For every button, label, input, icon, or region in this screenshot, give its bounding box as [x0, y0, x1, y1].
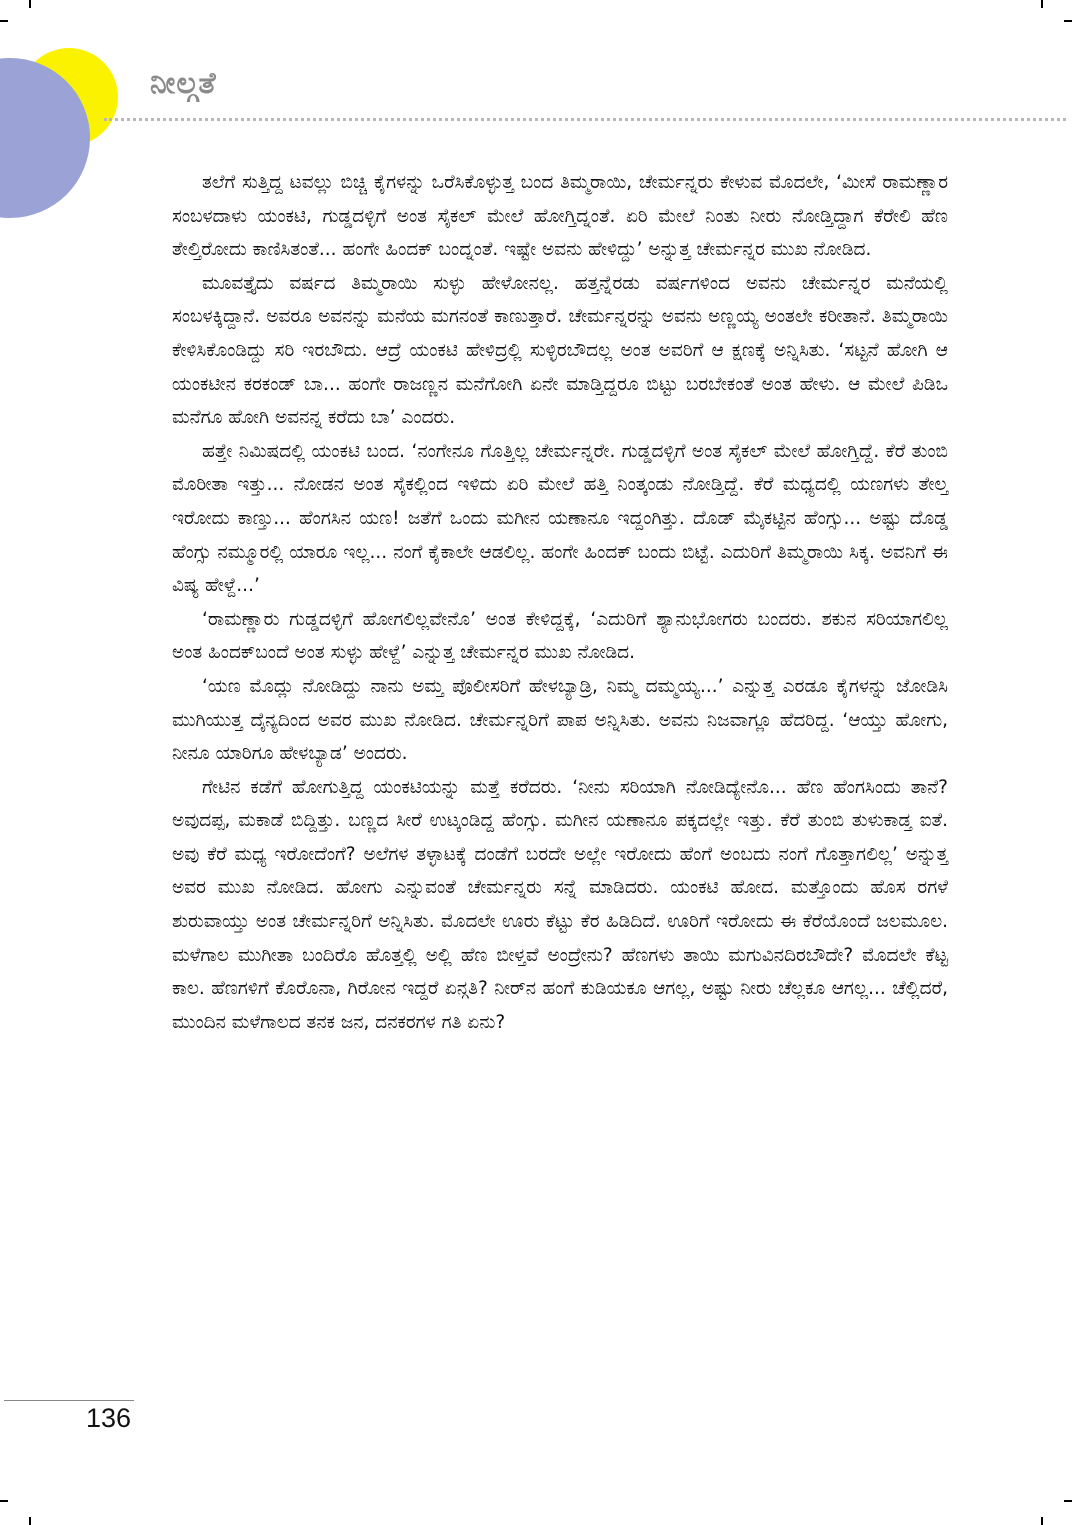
crop-mark [1064, 1500, 1072, 1502]
crop-mark [29, 0, 31, 8]
crop-mark [1041, 0, 1043, 8]
paragraph: ‘ರಾಮಣ್ಣಾರು ಗುಡ್ಡದಳ್ಳಿಗೆ ಹೋಗಲಿಲ್ಲವೇನೊ’ ಅಂತ ಕೇಳಿದ್ದಕ್ಕೆ, ‘ಎದುರಿಗೆ ಶ್ಯಾನುಭೋಗರು ಬಂದರು. ಶಕುನ ಸರಿಯಾಗಲಿಲ್ಲ ಅಂತ ಹಿಂದಕ್‌ಬಂದೆ ಅಂತ ಸುಳ್ಳು ಹೇಳ್ದೆ’ ಎನ್ನುತ್ತ ಚೇರ್ಮನ್ನರ ಮುಖ ನೋಡಿದ. [172, 608, 948, 664]
paragraph: ತಲೆಗೆ ಸುತ್ತಿದ್ದ ಟವಲ್ಲು ಬಿಚ್ಚಿ ಕೈಗಳನ್ನು ಒರೆಸಿಕೊಳ್ಳುತ್ತ ಬಂದ ತಿಮ್ಮರಾಯಿ, ಚೇರ್ಮನ್ನರು ಕೇಳುವ ಮೊದಲೇ, ‘ಮೀಸೆ ರಾಮಣ್ಣಾರ ಸಂಬಳದಾಳು ಯಂಕಟಿ, ಗುಡ್ಡದಳ್ಳಿಗೆ ಅಂತ ಸೈಕಲ್ ಮೇಲೆ ಹೋಗ್ತಿದ್ನಂತೆ. ಏರಿ ಮೇಲೆ ನಿಂತು ನೀರು ನೋಡ್ತಿದ್ದಾಗ ಕೆರೇಲಿ ಹೆಣ ತೇಲ್ತಿರೋದು ಕಾಣಿಸಿತಂತೆ... ಹಂಗೇ ಹಿಂದಕ್ ಬಂದ್ನಂತೆ. ಇಷ್ಟೇ ಅವನು ಹೇಳಿದ್ದು’ ಅನ್ನುತ್ತ ಚೇರ್ಮನ್ನರ ಮುಖ ನೋಡಿದ. [172, 172, 948, 261]
crop-mark [29, 1517, 31, 1525]
paragraph: ಗೇಟಿನ ಕಡೆಗೆ ಹೋಗುತ್ತಿದ್ದ ಯಂಕಟಿಯನ್ನು ಮತ್ತೆ ಕರೆದರು. ‘ನೀನು ಸರಿಯಾಗಿ ನೋಡಿದ್ಯೇನೊ... ಹೆಣ ಹೆಂಗಸಿಂದು ತಾನೆ? ಅವುದಪ್ಪ, ಮಕಾಡೆ ಬಿದ್ದಿತ್ತು. ಬಣ್ಣದ ಸೀರೆ ಉಟ್ಕಂಡಿದ್ದ ಹೆಂಗ್ಸು. ಮಗೀನ ಯಣಾನೂ ಪಕ್ಕದಲ್ಲೇ ಇತ್ತು. ಕೆರೆ ತುಂಬಿ ತುಳುಕಾಡ್ತ ಐತೆ. ಅವು ಕೆರೆ ಮಧ್ಯ ಇರೋದೆಂಗೆ? ಅಲೆಗಳ ತಳ್ಳಾಟಕ್ಕೆ ದಂಡೆಗೆ ಬರದೇ ಅಲ್ಲೇ ಇರೋದು ಹೆಂಗೆ ಅಂಬದು ನಂಗೆ ಗೊತ್ತಾಗಲಿಲ್ಲ’ ಅನ್ನುತ್ತ ಅವರ ಮುಖ ನೋಡಿದ. ಹೋಗು ಎನ್ನುವಂತೆ ಚೇರ್ಮನ್ನರು ಸನ್ನೆ ಮಾಡಿದರು. ಯಂಕಟಿ ಹೋದ. ಮತ್ತೊಂದು ಹೊಸ ರಗಳೆ ಶುರುವಾಯ್ತು ಅಂತ ಚೇರ್ಮನ್ನರಿಗೆ ಅನ್ನಿಸಿತು. ಮೊದಲೇ ಊರು ಕೆಟ್ಟು ಕೆರ ಹಿಡಿದಿದೆ. ಊರಿಗೆ ಇರೋದು ಈ ಕೆರೆಯೊಂದೆ ಜಲಮೂಲ. ಮಳೆಗಾಲ ಮುಗೀತಾ ಬಂದಿರೊ ಹೊತ್ತಲ್ಲಿ ಅಲ್ಲಿ ಹೆಣ ಬೀಳ್ತವೆ ಅಂದ್ರೇನು? ಹೆಣಗಳು ತಾಯಿ ಮಗುವಿನದಿರಬೌದೇ? ಮೊದಲೇ ಕೆಟ್ಟ ಕಾಲ. ಹೆಣಗಳಿಗೆ ಕೊರೊನಾ, ಗಿರೋನ ಇದ್ದರೆ ಏನ್ಗತಿ? ನೀರ್‌ನ ಹಂಗೆ ಕುಡಿಯಕೂ ಆಗಲ್ಲ, ಅಷ್ಟು ನೀರು ಚೆಲ್ಲಕೂ ಆಗಲ್ಲ... ಚೆಲ್ಲಿದರೆ, ಮುಂದಿನ ಮಳೆಗಾಲದ ತನಕ ಜನ, ದನಕರಗಳ ಗತಿ ಏನು? [172, 776, 948, 1033]
running-header-title: ನೀಲ್ಗತೆ [150, 66, 217, 101]
paragraph: ‘ಯಣ ಮೊದ್ಲು ನೋಡಿದ್ದು ನಾನು ಅಮ್ತ ಪೊಲೀಸರಿಗೆ ಹೇಳಬ್ಯಾಡ್ರಿ, ನಿಮ್ಮ ದಮ್ಮಯ್ಯ...’ ಎನ್ನುತ್ತ ಎರಡೂ ಕೈಗಳನ್ನು ಜೋಡಿಸಿ ಮುಗಿಯುತ್ತ ದೈನ್ಯದಿಂದ ಅವರ ಮುಖ ನೋಡಿದ. ಚೇರ್ಮನ್ನರಿಗೆ ಪಾಪ ಅನ್ನಿಸಿತು. ಅವನು ನಿಜವಾಗ್ಲೂ ಹೆದರಿದ್ದ. ‘ಆಯ್ತು ಹೋಗು, ನೀನೂ ಯಾರಿಗೂ ಹೇಳಬ್ಯಾಡ’ ಅಂದರು. [172, 675, 948, 765]
paragraph: ಮೂವತ್ತೈದು ವರ್ಷದ ತಿಮ್ಮರಾಯಿ ಸುಳ್ಳು ಹೇಳೋನಲ್ಲ. ಹತ್ತನ್ನೆರಡು ವರ್ಷಗಳಿಂದ ಅವನು ಚೇರ್ಮನ್ನರ ಮನೆಯಲ್ಲಿ ಸಂಬಳಕ್ಕಿದ್ದಾನೆ. ಅವರೂ ಅವನನ್ನು ಮನೆಯ ಮಗನಂತೆ ಕಾಣುತ್ತಾರೆ. ಚೇರ್ಮನ್ನರನ್ನು ಅವನು ಅಣ್ಣಯ್ಯ ಅಂತಲೇ ಕರೀತಾನೆ. ತಿಮ್ಮರಾಯಿ ಕೇಳಿಸಿಕೊಂಡಿದ್ದು ಸರಿ ಇರಬೌದು. ಆದ್ರೆ ಯಂಕಟಿ ಹೇಳಿದ್ರಲ್ಲಿ ಸುಳ್ಳಿರಬೌದಲ್ಲ ಅಂತ ಅವರಿಗೆ ಆ ಕ್ಷಣಕ್ಕೆ ಅನ್ನಿಸಿತು. ‘ಸಟ್ಟನೆ ಹೋಗಿ ಆ ಯಂಕಟೀನ ಕರಕಂಡ್ ಬಾ... ಹಂಗೇ ರಾಜಣ್ಣನ ಮನೆಗೋಗಿ ಏನೇ ಮಾಡ್ತಿದ್ದರೂ ಬಿಟ್ಟು ಬರಬೇಕಂತೆ ಅಂತ ಹೇಳು. ಆ ಮೇಲೆ ಪಿಡಿಒ ಮನೆಗೂ ಹೋಗಿ ಅವನನ್ನ ಕರೆದು ಬಾ’ ಎಂದರು. [172, 272, 948, 429]
crop-mark [1064, 20, 1072, 22]
crop-mark [0, 20, 8, 22]
paragraph: ಹತ್ತೇ ನಿಮಿಷದಲ್ಲಿ ಯಂಕಟಿ ಬಂದ. ‘ನಂಗೇನೂ ಗೊತ್ತಿಲ್ಲ ಚೇರ್ಮನ್ನರೇ. ಗುಡ್ಡದಳ್ಳಿಗೆ ಅಂತ ಸೈಕಲ್ ಮೇಲೆ ಹೋಗ್ತಿದ್ದೆ. ಕೆರೆ ತುಂಬಿ ಮೊರೀತಾ ಇತ್ತು... ನೋಡನ ಅಂತ ಸೈಕಲ್ಲಿಂದ ಇಳಿದು ಏರಿ ಮೇಲೆ ಹತ್ತಿ ನಿಂತ್ಕಂಡು ನೋಡ್ತಿದ್ದೆ. ಕೆರೆ ಮಧ್ಯದಲ್ಲಿ ಯಣಗಳು ತೇಲ್ತ ಇರೋದು ಕಾಣ್ತು... ಹೆಂಗಸಿನ ಯಣ! ಜತೆಗೆ ಒಂದು ಮಗೀನ ಯಣಾನೂ ಇದ್ದಂಗಿತ್ತು. ದೊಡ್ ಮೈಕಟ್ಟಿನ ಹೆಂಗ್ಸು... ಅಷ್ಟು ದೊಡ್ಡ ಹೆಂಗ್ಸು ನಮ್ಮೂರಲ್ಲಿ ಯಾರೂ ಇಲ್ಲ... ನಂಗೆ ಕೈಕಾಲೇ ಆಡಲಿಲ್ಲ. ಹಂಗೇ ಹಿಂದಕ್ ಬಂದು ಬಿಟ್ಟೆ. ಎದುರಿಗೆ ತಿಮ್ಮರಾಯಿ ಸಿಕ್ಕ. ಅವನಿಗೆ ಈ ವಿಷ್ಯ ಹೇಳ್ದೆ...’ [172, 440, 948, 597]
crop-mark [0, 1500, 8, 1502]
footer-divider [4, 1400, 134, 1401]
story-body [172, 166, 948, 1039]
header-dotted-divider [104, 118, 1066, 121]
page-number: 136 [86, 1403, 132, 1433]
crop-mark [1041, 1517, 1043, 1525]
